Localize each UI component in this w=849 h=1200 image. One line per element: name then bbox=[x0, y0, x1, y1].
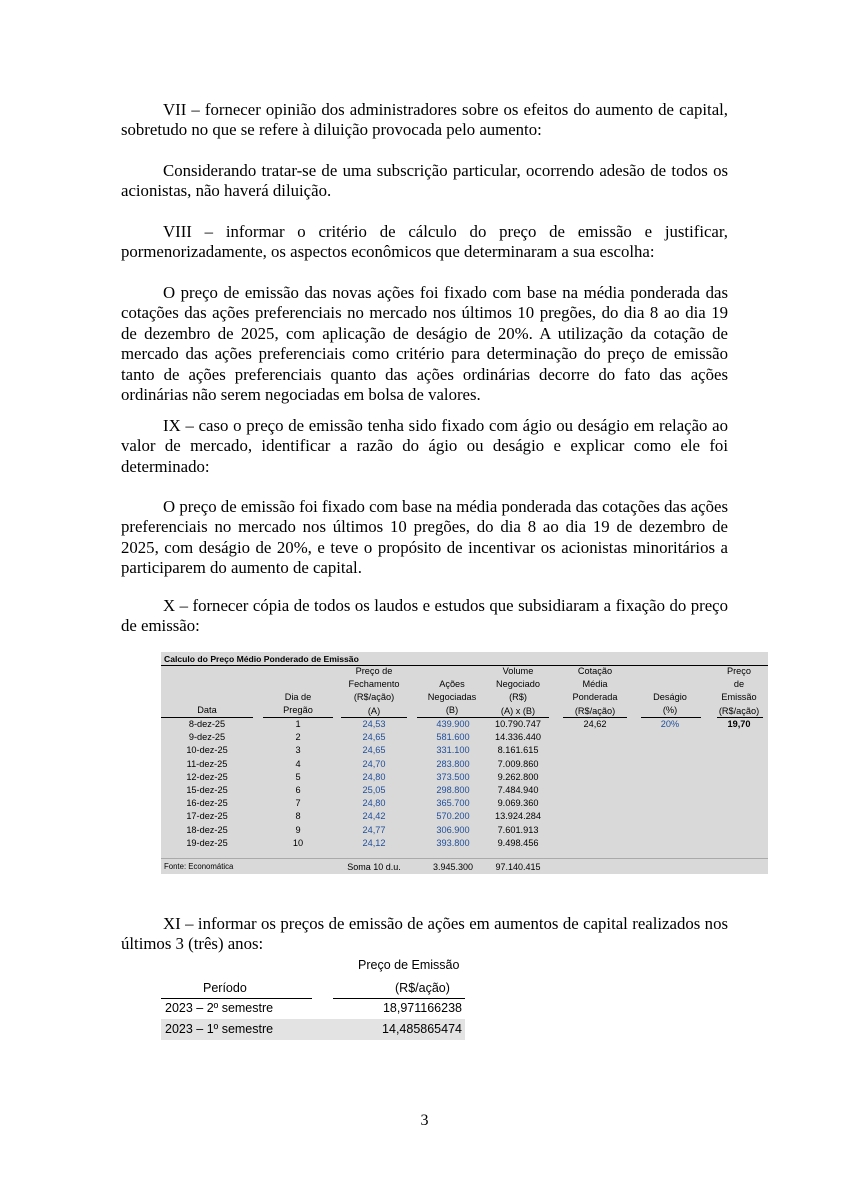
dia-cell: 8 bbox=[295, 811, 301, 822]
data-cell: 10-dez-25 bbox=[186, 745, 228, 756]
paragraph-viii-answer: O preço de emissão das novas ações foi fixado com base na média ponderada das cotações das ações preferenciais no mercado nos últimos 10 pregões, do dia 8 ao dia 19 de dezembro de 2025, com aplicação de deságio de 20%. A utilização da cotação de mercado das ações preferenciais como critério para determinação do preço de emissão tanto de ações preferenciais quanto das ações ordinárias decorre do fato das ações ordinárias não serem negociadas em bolsa de valores. bbox=[121, 283, 728, 405]
table-row bbox=[161, 1019, 465, 1040]
preco-cell: 24,70 bbox=[362, 758, 386, 769]
header-data-line: Data bbox=[197, 705, 217, 715]
price-cell: 14,485865474 bbox=[382, 1022, 462, 1036]
acoes-cell: 373.500 bbox=[436, 771, 470, 782]
header-volume-line: (A) x (B) bbox=[500, 705, 536, 716]
header-preco-line: (R$/ação) bbox=[353, 692, 395, 703]
preco-cell: 24,65 bbox=[362, 732, 386, 743]
emission-price-calc-table bbox=[161, 652, 768, 874]
acoes-cell: 298.800 bbox=[436, 785, 470, 795]
data-cell: 12-dez-25 bbox=[186, 771, 228, 782]
acoes-cell: 570.200 bbox=[436, 811, 470, 822]
header-underline bbox=[161, 717, 253, 718]
header-underline bbox=[489, 717, 549, 718]
source-label: Fonte: Economática bbox=[164, 862, 234, 871]
preco-cell: 24,12 bbox=[362, 837, 386, 848]
header-acoes-line: Negociadas bbox=[427, 692, 477, 703]
emission-price-value: 19,70 bbox=[727, 719, 751, 729]
header-dia bbox=[263, 691, 333, 717]
data-cell: 8-dez-25 bbox=[188, 719, 226, 729]
header-preco-emissao: Preço de Emissão bbox=[358, 958, 460, 972]
preco-cell: 24,80 bbox=[362, 798, 386, 809]
header-preco-line: Preço de bbox=[355, 666, 393, 676]
header-acoes-line: (B) bbox=[445, 705, 459, 716]
header-emissao-line: de bbox=[733, 679, 745, 690]
header-underline bbox=[341, 717, 407, 718]
dia-cell: 9 bbox=[295, 824, 301, 835]
header-volume bbox=[486, 665, 550, 718]
preco-cell: 24,77 bbox=[362, 824, 386, 835]
preco-cell: 24,65 bbox=[362, 745, 386, 756]
header-cotacao-line: Cotação bbox=[577, 666, 613, 676]
preco-cell: 24,53 bbox=[362, 719, 386, 729]
acoes-cell: 283.800 bbox=[436, 758, 470, 769]
paragraph-vii-answer: Considerando tratar-se de uma subscrição particular, ocorrendo adesão de todos os acionistas, não haverá diluição. bbox=[121, 161, 728, 201]
header-volume-line: Negociado bbox=[496, 679, 540, 690]
preco-cell: 24,42 bbox=[362, 811, 386, 822]
header-volume-line: Volume bbox=[502, 666, 534, 676]
header-emissao-line: (R$/ação) bbox=[718, 705, 760, 716]
header-cotacao-line: Média bbox=[582, 679, 608, 690]
paragraph-xi-question: XI – informar os preços de emissão de ações em aumentos de capital realizados nos últimos 3 (três) anos: bbox=[121, 914, 728, 954]
volume-cell: 9.069.360 bbox=[497, 798, 539, 809]
data-cell: 19-dez-25 bbox=[186, 837, 228, 848]
dia-cell: 10 bbox=[292, 837, 304, 848]
volume-cell: 9.262.800 bbox=[497, 771, 539, 782]
header-preco bbox=[339, 665, 409, 718]
volume-cell: 10.790.747 bbox=[495, 719, 541, 729]
cotacao-media-value: 24,62 bbox=[583, 719, 607, 729]
page-number: 3 bbox=[420, 1112, 429, 1129]
previous-emission-prices-table bbox=[161, 956, 465, 1040]
dia-cell: 2 bbox=[295, 732, 301, 743]
acoes-cell: 393.800 bbox=[436, 837, 470, 848]
volume-cell: 7.601.913 bbox=[497, 824, 539, 835]
paragraph-vii-question: VII – fornecer opinião dos administradores sobre os efeitos do aumento de capital, sobretudo no que se refere à diluição provocada pelo aumento: bbox=[121, 100, 728, 140]
header-underline bbox=[717, 717, 763, 718]
volume-cell: 8.161.615 bbox=[497, 745, 539, 756]
title-divider bbox=[161, 665, 768, 666]
data-cell: 11-dez-25 bbox=[186, 758, 228, 769]
dia-cell: 6 bbox=[295, 785, 301, 795]
header-underline bbox=[641, 717, 701, 718]
preco-cell: 25,05 bbox=[362, 785, 386, 795]
calc-table-title: Calculo do Preço Médio Ponderado de Emissão bbox=[164, 654, 359, 664]
data-cell: 15-dez-25 bbox=[186, 785, 228, 795]
dia-cell: 1 bbox=[295, 719, 301, 729]
header-dia-line: Dia de bbox=[284, 692, 312, 702]
paragraph-ix-answer: O preço de emissão foi fixado com base na média ponderada das cotações das ações preferenciais no mercado nos últimos 10 pregões, do dia 8 ao dia 19 de dezembro de 2025, com deságio de 20%, e teve o propósito de incentivar os acionistas minoritários a participarem do aumento de capital. bbox=[121, 497, 728, 578]
header-underline bbox=[263, 717, 333, 718]
header-dia-line: Pregão bbox=[283, 705, 313, 716]
sum-volume: 97.140.415 bbox=[495, 862, 541, 872]
header-acoes-line: Ações bbox=[439, 679, 465, 689]
volume-cell: 13.924.284 bbox=[495, 811, 541, 822]
paragraph-x-question: X – fornecer cópia de todos os laudos e estudos que subsidiaram a fixação do preço de emissão: bbox=[121, 596, 728, 636]
dia-cell: 5 bbox=[295, 771, 301, 782]
header-rs-acao: (R$/ação) bbox=[395, 981, 450, 995]
header-periodo: Período bbox=[203, 981, 247, 995]
header-volume-line: (R$) bbox=[509, 692, 527, 703]
data-cell: 9-dez-25 bbox=[188, 732, 226, 743]
preco-cell: 24,80 bbox=[362, 771, 386, 782]
acoes-cell: 581.600 bbox=[436, 732, 470, 743]
header-desagio-line: Deságio bbox=[653, 692, 687, 702]
paragraph-ix-question: IX – caso o preço de emissão tenha sido fixado com ágio ou deságio em relação ao valor de mercado, identificar a razão do ágio ou deságio e explicar como ele foi determinado: bbox=[121, 416, 728, 476]
header-cotacao bbox=[560, 665, 630, 718]
header-acoes bbox=[417, 678, 487, 718]
sum-label: Soma 10 d.u. bbox=[347, 862, 401, 872]
header-emissao bbox=[714, 665, 764, 718]
header-cotacao-line: (R$/ação) bbox=[574, 705, 616, 716]
desagio-value: 20% bbox=[660, 719, 680, 729]
volume-cell: 7.484.940 bbox=[497, 785, 539, 795]
table-row bbox=[161, 998, 465, 1019]
volume-cell: 14.336.440 bbox=[495, 732, 541, 743]
acoes-cell: 306.900 bbox=[436, 824, 470, 835]
sum-acoes: 3.945.300 bbox=[432, 862, 474, 872]
header-emissao-line: Preço bbox=[726, 666, 751, 676]
dia-cell: 3 bbox=[295, 745, 301, 756]
header-data bbox=[161, 704, 253, 717]
period-cell: 2023 – 1º semestre bbox=[165, 1022, 274, 1036]
paragraph-viii-question: VIII – informar o critério de cálculo do preço de emissão e justificar, pormenorizadamente, os aspectos econômicos que determinaram a sua escolha: bbox=[121, 222, 728, 262]
data-cell: 18-dez-25 bbox=[186, 824, 228, 835]
acoes-cell: 439.900 bbox=[436, 719, 470, 729]
header-emissao-line: Emissão bbox=[721, 692, 757, 703]
acoes-cell: 365.700 bbox=[436, 798, 470, 809]
period-cell: 2023 – 2º semestre bbox=[165, 1001, 274, 1015]
volume-cell: 7.009.860 bbox=[497, 758, 539, 769]
dia-cell: 7 bbox=[295, 798, 301, 809]
data-cell: 16-dez-25 bbox=[186, 798, 228, 809]
acoes-cell: 331.100 bbox=[436, 745, 470, 756]
header-desagio bbox=[638, 691, 702, 717]
header-underline bbox=[417, 717, 489, 718]
header-preco-line: (A) bbox=[367, 705, 381, 716]
dia-cell: 4 bbox=[295, 758, 301, 769]
header-underline bbox=[563, 717, 627, 718]
data-cell: 17-dez-25 bbox=[186, 811, 228, 822]
header-desagio-line: (%) bbox=[662, 705, 678, 716]
footer-divider bbox=[161, 858, 768, 859]
volume-cell: 9.498.456 bbox=[497, 837, 539, 848]
header-cotacao-line: Ponderada bbox=[572, 692, 618, 703]
price-cell: 18,971166238 bbox=[382, 1001, 462, 1015]
header-preco-line: Fechamento bbox=[348, 679, 400, 690]
